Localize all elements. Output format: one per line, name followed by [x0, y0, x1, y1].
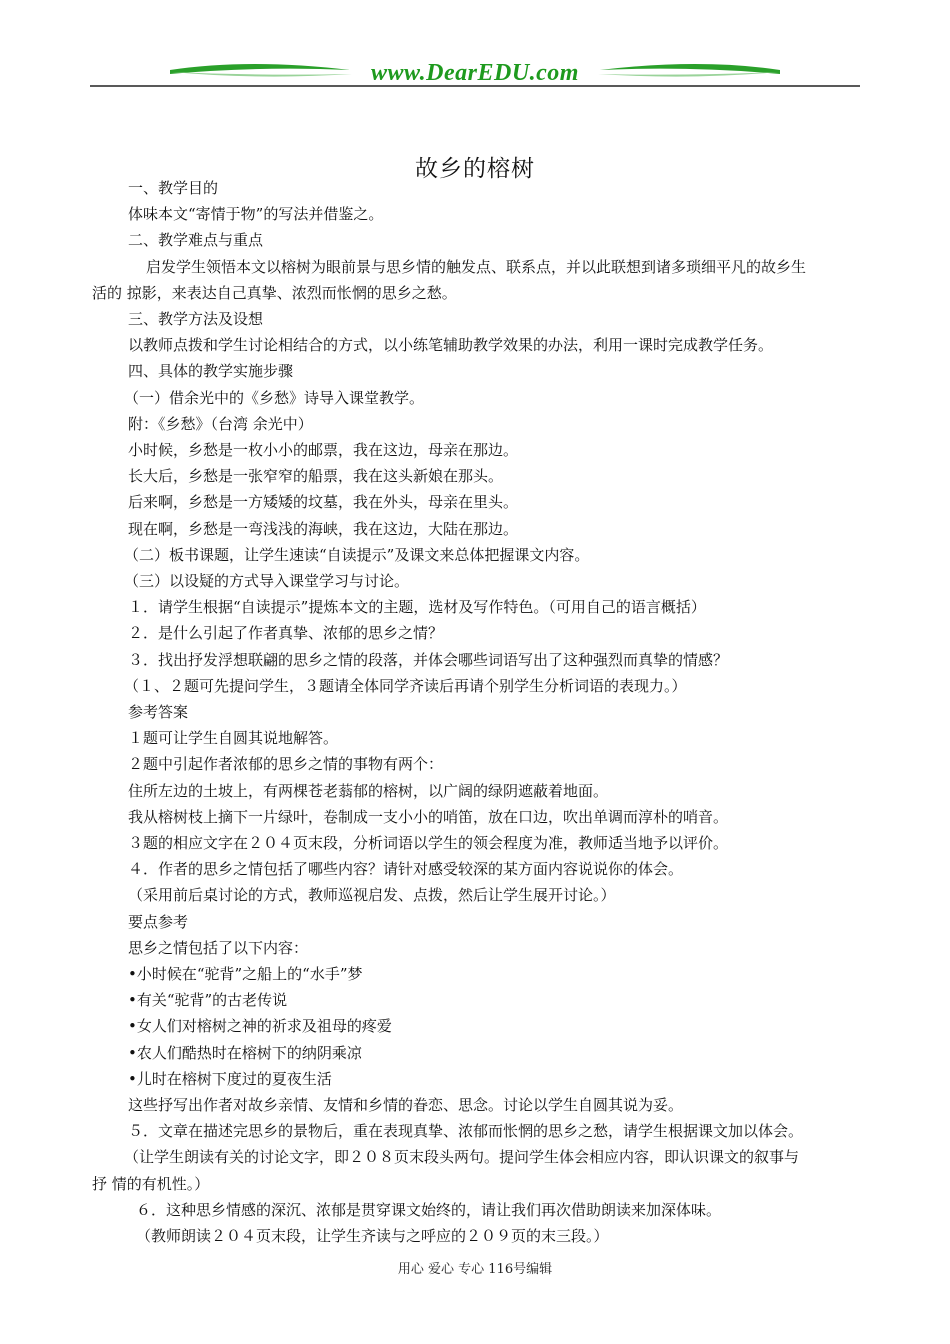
body-line: 参考答案 [128, 703, 189, 721]
body-line: １题可让学生自圆其说地解答。 [128, 729, 339, 748]
body-line: （１、２题可先提问学生，３题请全体同学齐读后再请个别学生分析词语的表现力。） [124, 676, 687, 695]
body-line: 四、具体的教学实施步骤 [128, 362, 294, 381]
body-line: •女人们对榕树之神的祈求及祖母的疼爱 [128, 1017, 392, 1036]
body-line: 我从榕树枝上摘下一片绿叶，卷制成一支小小的哨笛，放在口边，吹出单调而淳朴的哨音。 [128, 807, 729, 826]
body-line: 要点参考 [128, 912, 189, 931]
body-line: （采用前后桌讨论的方式，教师巡视启发、点拨，然后让学生展开讨论。） [128, 886, 616, 905]
body-line: 后来啊，乡愁是一方矮矮的坟墓，我在外头，母亲在里头。 [128, 493, 519, 512]
body-line: 长大后，乡愁是一张窄窄的船票，我在这头新娘在那头。 [128, 467, 504, 486]
page-footer: 用心 爱心 专心 116号编辑 [397, 1262, 553, 1277]
body-line: ２．是什么引起了作者真挚、浓郁的思乡之情？ [128, 624, 444, 643]
body-line: 附：《乡愁》（台湾 余光中） [128, 414, 313, 433]
site-header [0, 0, 950, 100]
body-line: ４．作者的思乡之情包括了哪些内容？请针对感受较深的某方面内容说说你的体会。 [128, 860, 684, 879]
body-line: 活的 掠影，来表达自己真挚、浓烈而怅惘的思乡之愁。 [92, 283, 457, 302]
document-title: 故乡的榕树 [415, 156, 535, 182]
body-line: 以教师点拨和学生讨论相结合的方式，以小练笔辅助教学效果的办法，利用一课时完成教学任务。 [128, 336, 774, 355]
body-line: 抒 情的有机性。） [92, 1174, 210, 1193]
body-line: （让学生朗读有关的讨论文字，即２０８页末段头两句。提问学生体会相应内容，即认识课文的叙事与 [124, 1148, 800, 1167]
body-line: １．请学生根据“自读提示”提炼本文的主题，选材及写作特色。（可用自己的语言概括） [128, 598, 706, 617]
body-line: （三）以设疑的方式导入课堂学习与讨论。 [124, 572, 410, 590]
body-line: 二、教学难点与重点 [128, 231, 264, 250]
body-line: •有关“驼背”的古老传说 [128, 991, 288, 1010]
body-line: •农人们酷热时在榕树下的纳阴乘凉 [128, 1043, 362, 1062]
body-line: 体味本文“寄情于物”的写法并借鉴之。 [128, 205, 384, 224]
body-line: 小时候，乡愁是一枚小小的邮票，我在这边，母亲在那边。 [128, 441, 519, 459]
body-line: ３．找出抒发浮想联翩的思乡之情的段落，并体会哪些词语写出了这种强烈而真挚的情感？ [128, 650, 729, 669]
body-line: （一）借余光中的《乡愁》诗导入课堂教学。 [124, 388, 425, 407]
body-line: （二）板书课题，让学生速读“自读提示”及课文来总体把握课文内容。 [124, 545, 590, 564]
body-line: （教师朗读２０４页末段，让学生齐读与之呼应的２０９页的末三段。） [136, 1227, 609, 1245]
body-line: 启发学生领悟本文以榕树为眼前景与思乡情的触发点、联系点，并以此联想到诸多琐细平凡的故乡生 [146, 257, 807, 276]
body-line: ２题中引起作者浓郁的思乡之情的事物有两个： [128, 755, 444, 774]
body-line: •小时候在“驼背”之船上的“水手”梦 [128, 965, 363, 983]
body-line: 现在啊，乡愁是一弯浅浅的海峡，我在这边，大陆在那边。 [128, 519, 519, 538]
body-line: ５．文章在描述完思乡的景物后，重在表现真挚、浓郁而怅惘的思乡之愁，请学生根据课文加以体会。 [128, 1122, 804, 1141]
body-line: 这些抒写出作者对故乡亲情、友情和乡情的眷恋、思念。讨论以学生自圆其说为妥。 [128, 1096, 684, 1114]
body-line: 住所左边的土坡上，有两棵苍老蓊郁的榕树，以广阔的绿阴遮蔽着地面。 [128, 781, 609, 800]
body-line: 三、教学方法及设想 [128, 310, 264, 328]
body-line: 思乡之情包括了以下内容： [128, 938, 309, 957]
site-logo-text[interactable]: www.DearEDU.com [371, 60, 579, 86]
body-line: ３题的相应文字在２０４页末段，分析词语以学生的领会程度为准，教师适当地予以评价。 [128, 834, 729, 852]
body-line: •儿时在榕树下度过的夏夜生活 [128, 1069, 332, 1088]
body-line: ６．这种思乡情感的深沉、浓郁是贯穿课文始终的，请让我们再次借助朗读来加深体味。 [136, 1200, 722, 1219]
body-line: 一、教学目的 [128, 179, 219, 197]
